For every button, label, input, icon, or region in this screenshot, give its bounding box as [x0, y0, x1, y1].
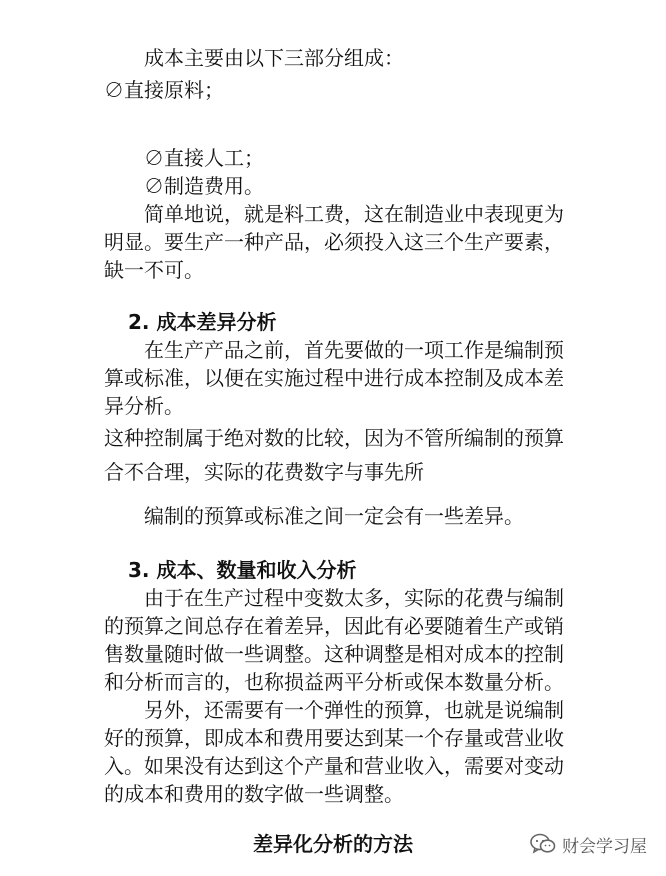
paragraph-line: 异分析。 — [104, 394, 184, 418]
paragraph-line: 由于在生产过程中变数太多，实际的花费与编制 — [144, 586, 564, 610]
section-heading: 3. 成本、数量和收入分析 — [128, 558, 357, 582]
paragraph-line: 另外，还需要有一个弹性的预算，也就是说编制 — [144, 698, 564, 722]
wechat-icon — [530, 833, 556, 855]
section-heading: 2. 成本差异分析 — [128, 310, 277, 334]
list-item: ∅制造费用。 — [144, 174, 264, 198]
paragraph-line: 的预算之间总存在着差异，因此有必要随着生产或销 — [104, 614, 564, 638]
paragraph-line: 这种控制属于绝对数的比较，因为不管所编制的预算 — [104, 426, 564, 450]
paragraph-line: 好的预算，即成本和费用要达到某一个存量或营业收 — [104, 726, 564, 750]
watermark-text: 财会学习屋 — [562, 836, 647, 857]
paragraph-line: 和分析而言的，也称损益两平分析或保本数量分析。 — [104, 670, 564, 694]
paragraph-line: 入。如果没有达到这个产量和营业收入，需要对变动 — [104, 754, 564, 778]
paragraph-line: 简单地说，就是料工费，这在制造业中表现更为 — [144, 202, 564, 226]
list-item: ∅直接原料； — [104, 78, 224, 102]
page-title: 差异化分析的方法 — [253, 832, 413, 856]
paragraph-line: 明显。要生产一种产品，必须投入这三个生产要素， — [104, 230, 564, 254]
paragraph-line: 成本主要由以下三部分组成： — [144, 46, 404, 70]
paragraph-line: 编制的预算或标准之间一定会有一些差异。 — [144, 504, 524, 528]
paragraph-line: 算或标准，以便在实施过程中进行成本控制及成本差 — [104, 366, 564, 390]
list-item: ∅直接人工； — [144, 146, 264, 170]
paragraph-line: 缺一不可。 — [104, 258, 204, 282]
paragraph-line: 的成本和费用的数字做一些调整。 — [104, 782, 404, 806]
paragraph-line: 售数量随时做一些调整。这种调整是相对成本的控制 — [104, 642, 564, 666]
paragraph-line: 在生产产品之前，首先要做的一项工作是编制预 — [144, 338, 564, 362]
paragraph-line: 合不合理，实际的花费数字与事先所 — [104, 460, 424, 484]
watermark — [530, 830, 647, 858]
